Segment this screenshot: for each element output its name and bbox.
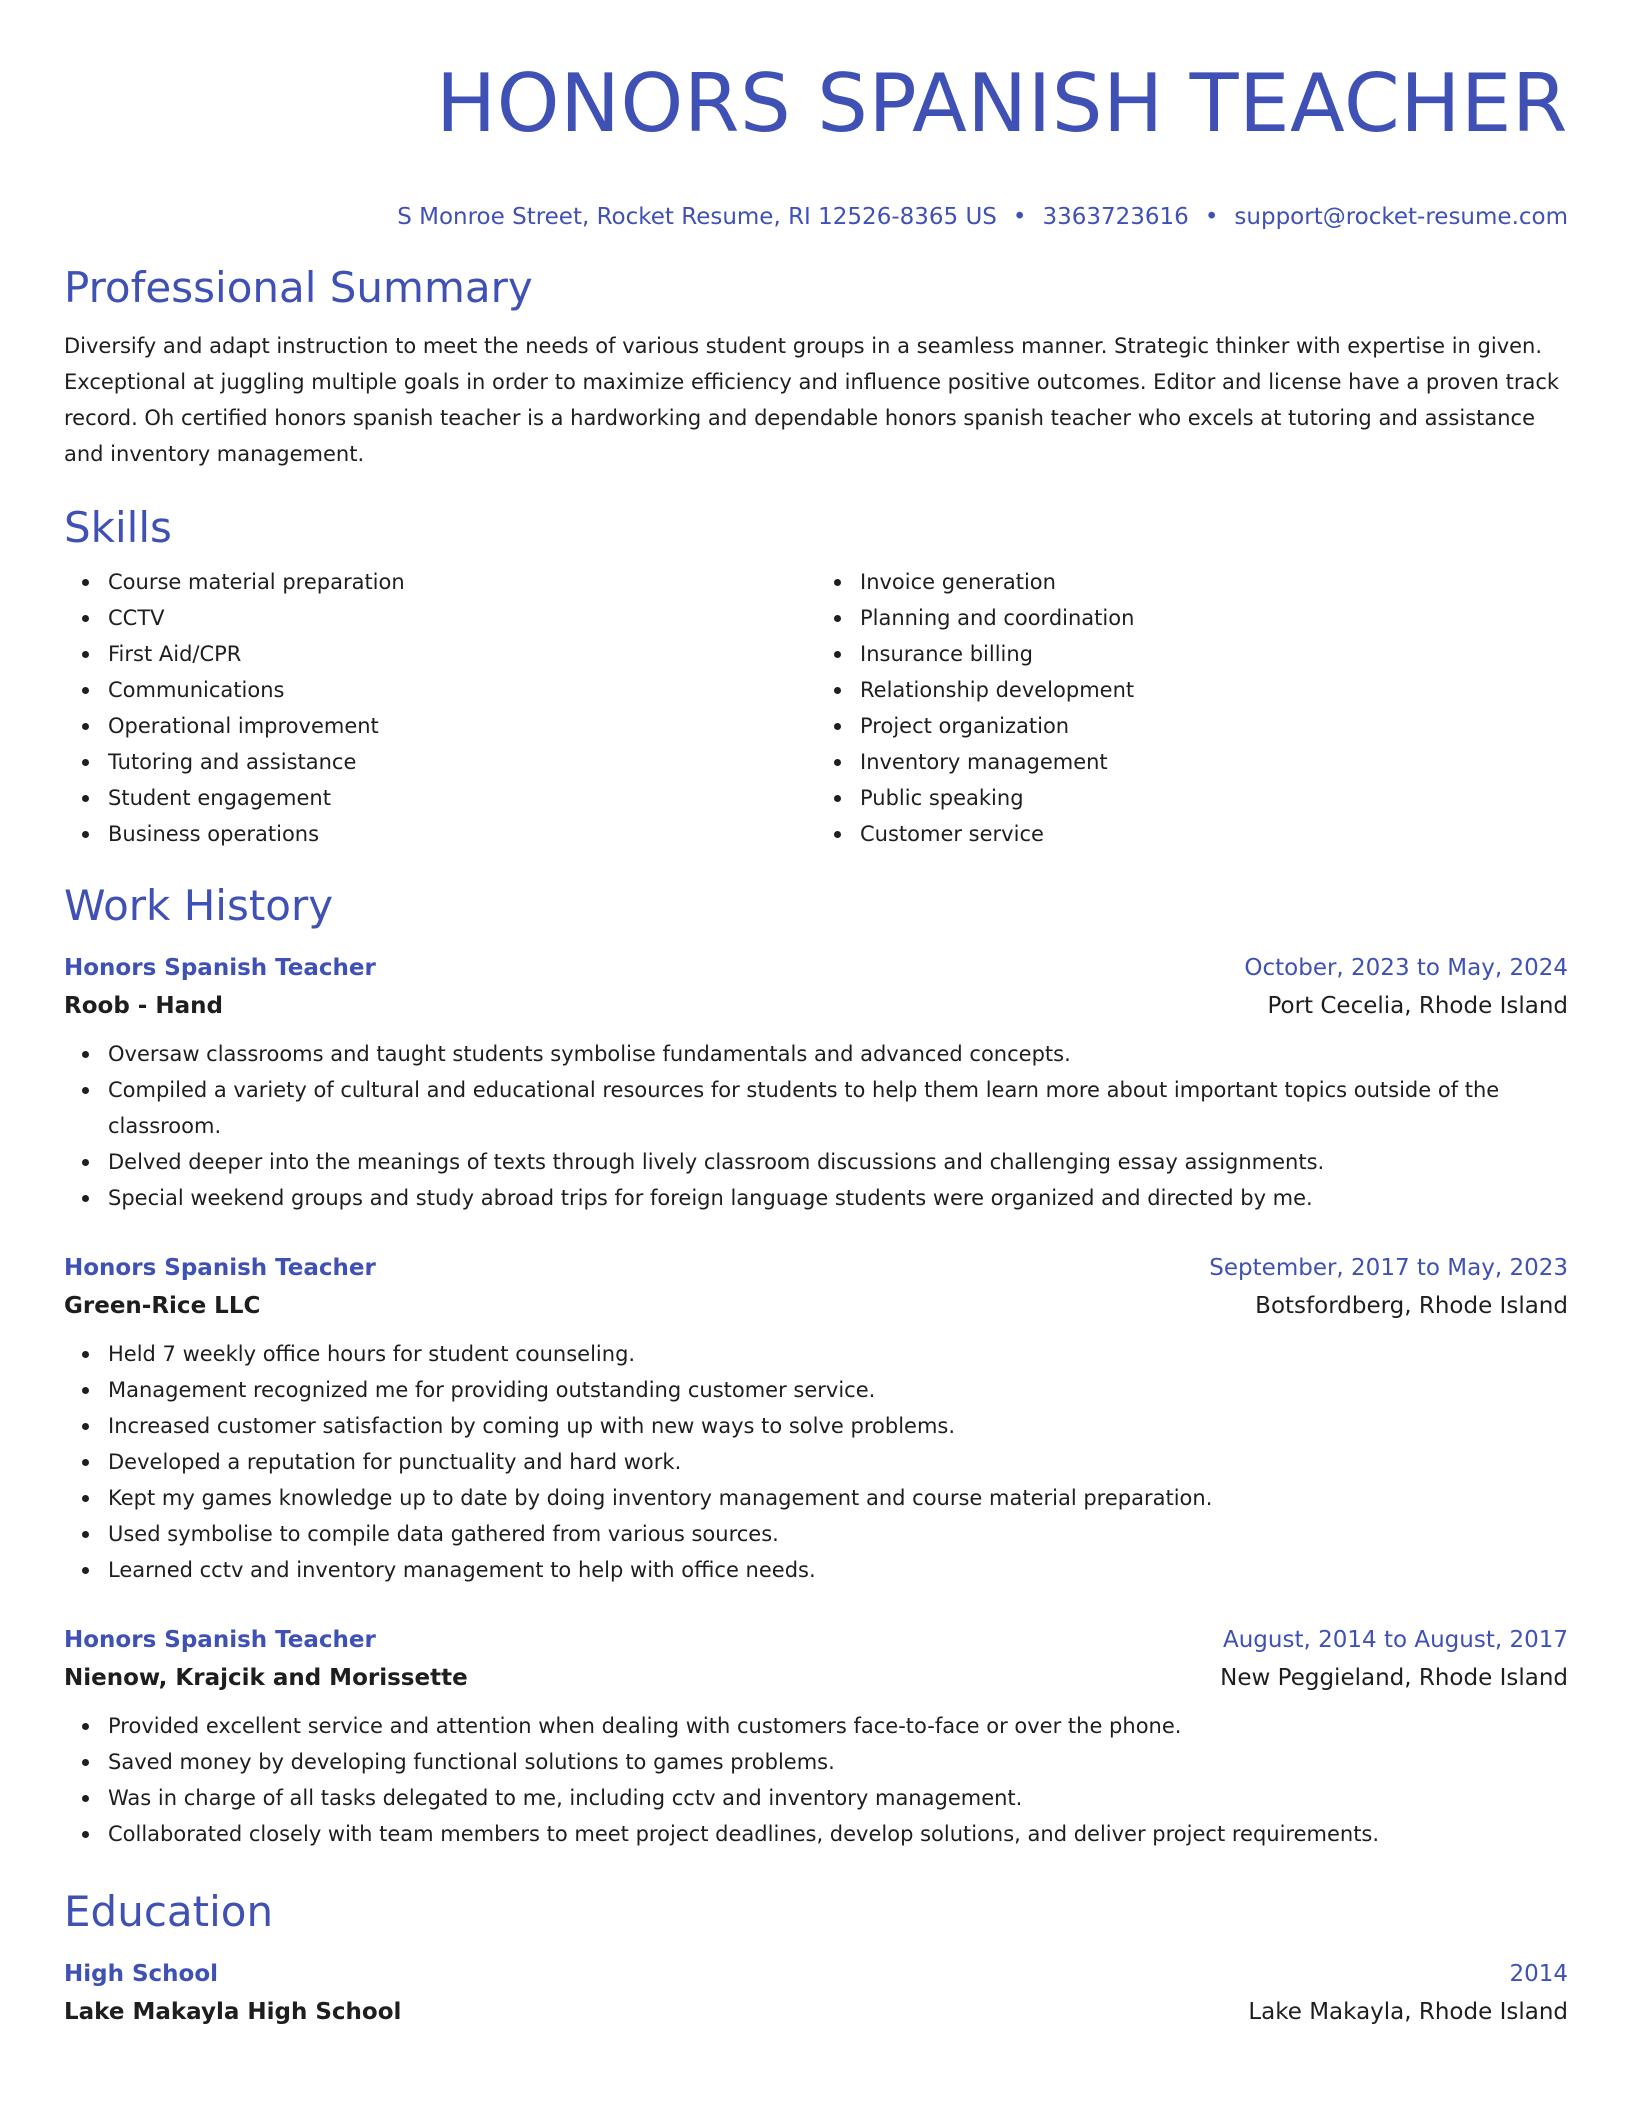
job-bullets <box>64 1036 1568 1216</box>
skill-item: Operational improvement <box>108 708 816 744</box>
job-location: Port Cecelia, Rhode Island <box>1267 993 1568 1019</box>
skill-item: Relationship development <box>860 672 1568 708</box>
job-dates: October, 2023 to May, 2024 <box>1244 955 1568 981</box>
section-title-work-history: Work History <box>64 881 334 930</box>
job-company: Green-Rice LLC <box>64 1293 261 1319</box>
skill-item: Insurance billing <box>860 636 1568 672</box>
skills-list-right <box>816 564 1568 852</box>
job-bullet: Learned cctv and inventory management to help with office needs. <box>108 1552 1568 1588</box>
summary-text: Diversify and adapt instruction to meet the needs of various student groups in a seamless manner. Strategic thinker with expertise in given. Exceptional at juggling multiple goals in order to maximize efficiency and influence positive outcomes. Editor and license have a proven track record. Oh certified honors spanish teacher is a hardworking and dependable honors spanish teacher who excels at tutoring and assistance and inventory management. <box>64 334 1560 466</box>
skill-item: Communications <box>108 672 816 708</box>
skill-item: CCTV <box>108 600 816 636</box>
skill-item: Public speaking <box>860 780 1568 816</box>
job-bullet: Saved money by developing functional solutions to games problems. <box>108 1744 1568 1780</box>
contact-address: S Monroe Street, Rocket Resume, RI 12526-8365 US <box>397 204 997 230</box>
resume-name: HONORS SPANISH TEACHER <box>435 57 1568 150</box>
job-bullet: Kept my games knowledge up to date by doing inventory management and course material preparation. <box>108 1480 1568 1516</box>
job-entry <box>64 950 1568 1216</box>
job-company: Nienow, Krajcik and Morissette <box>64 1665 468 1691</box>
job-location: New Peggieland, Rhode Island <box>1220 1665 1568 1691</box>
job-bullet: Provided excellent service and attention when dealing with customers face-to-face or over the phone. <box>108 1708 1568 1744</box>
education-entry <box>64 1956 1568 2032</box>
contact-email[interactable]: support@rocket-resume.com <box>1234 204 1568 230</box>
section-title-education: Education <box>64 1887 274 1936</box>
job-bullets <box>64 1336 1568 1588</box>
section-title-summary: Professional Summary <box>64 263 533 312</box>
job-bullet: Used symbolise to compile data gathered from various sources. <box>108 1516 1568 1552</box>
job-bullet: Delved deeper into the meanings of texts through lively classroom discussions and challenging essay assignments. <box>108 1144 1568 1180</box>
job-dates: September, 2017 to May, 2023 <box>1209 1255 1568 1281</box>
job-title: Honors Spanish Teacher <box>64 1627 376 1653</box>
job-bullet: Increased customer satisfaction by coming up with new ways to solve problems. <box>108 1408 1568 1444</box>
skill-item: Project organization <box>860 708 1568 744</box>
job-bullet: Compiled a variety of cultural and educational resources for students to help them learn more about important topics outside of the classroom. <box>108 1072 1568 1144</box>
job-title: Honors Spanish Teacher <box>64 955 376 981</box>
education-year: 2014 <box>1509 1961 1568 1987</box>
skill-item: Student engagement <box>108 780 816 816</box>
job-dates: August, 2014 to August, 2017 <box>1223 1627 1568 1653</box>
skill-item: Tutoring and assistance <box>108 744 816 780</box>
contact-separator: • <box>1012 204 1027 230</box>
job-bullet: Oversaw classrooms and taught students symbolise fundamentals and advanced concepts. <box>108 1036 1568 1072</box>
skills-list-left <box>64 564 816 852</box>
section-title-skills: Skills <box>64 503 172 552</box>
skill-item: First Aid/CPR <box>108 636 816 672</box>
job-bullet: Collaborated closely with team members to meet project deadlines, develop solutions, and deliver project requirements. <box>108 1816 1568 1852</box>
job-title: Honors Spanish Teacher <box>64 1255 376 1281</box>
job-bullet: Developed a reputation for punctuality and hard work. <box>108 1444 1568 1480</box>
job-bullet: Was in charge of all tasks delegated to me, including cctv and inventory management. <box>108 1780 1568 1816</box>
skill-item: Business operations <box>108 816 816 852</box>
education-degree: High School <box>64 1961 219 1987</box>
skill-item: Planning and coordination <box>860 600 1568 636</box>
skill-item: Customer service <box>860 816 1568 852</box>
job-entry <box>64 1250 1568 1588</box>
contact-line <box>64 202 1568 232</box>
job-company: Roob - Hand <box>64 993 223 1019</box>
job-bullet: Held 7 weekly office hours for student counseling. <box>108 1336 1568 1372</box>
skill-item: Inventory management <box>860 744 1568 780</box>
skills-grid <box>64 564 1568 852</box>
education-location: Lake Makayla, Rhode Island <box>1248 1999 1568 2025</box>
job-bullets <box>64 1708 1568 1852</box>
job-bullet: Special weekend groups and study abroad trips for foreign language students were organized and directed by me. <box>108 1180 1568 1216</box>
job-entry <box>64 1622 1568 1852</box>
skill-item: Invoice generation <box>860 564 1568 600</box>
contact-separator: • <box>1204 204 1219 230</box>
contact-phone[interactable]: 3363723616 <box>1042 204 1189 230</box>
skill-item: Course material preparation <box>108 564 816 600</box>
education-school: Lake Makayla High School <box>64 1999 402 2025</box>
job-location: Botsfordberg, Rhode Island <box>1255 1293 1568 1319</box>
job-bullet: Management recognized me for providing outstanding customer service. <box>108 1372 1568 1408</box>
